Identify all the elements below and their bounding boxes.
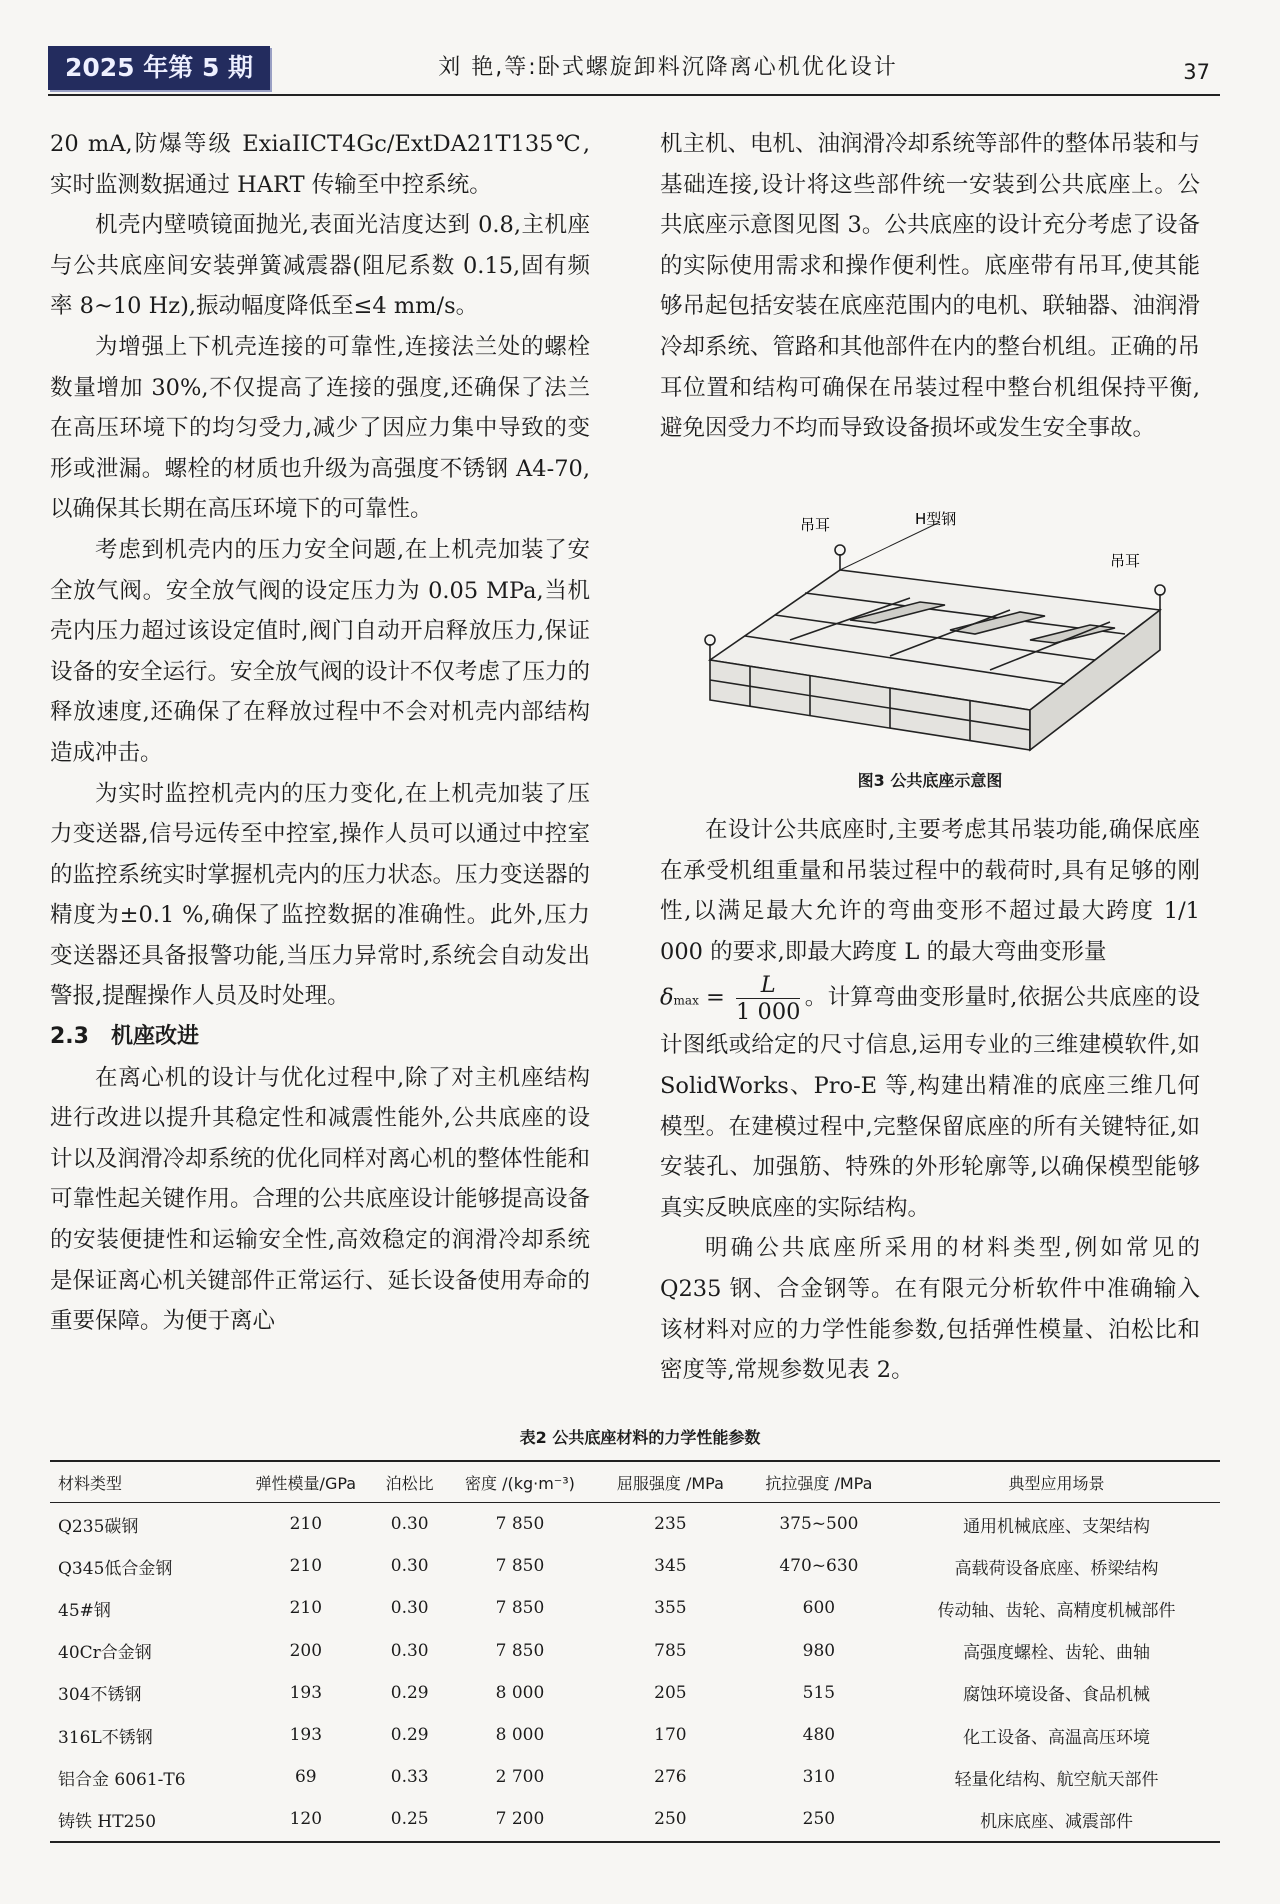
table-cell: 470~630 [779,1556,859,1577]
figure-caption: 图3 公共底座示意图 [857,771,1003,790]
table-cell: 276 [654,1767,687,1788]
table-cell: 480 [802,1725,836,1746]
section-title: 机座改进 [110,1024,199,1050]
column-header: 屈服强度 /MPa [616,1473,724,1493]
table-cell: 345 [654,1556,687,1577]
table-cell: 45#钢 [58,1600,111,1621]
table-cell: 7 850 [495,1640,545,1661]
table-cell: 193 [289,1725,323,1746]
table-cell: 7 200 [495,1809,545,1830]
section-number: 2.3 [50,1024,89,1050]
table-cell: 传动轴、齿轮、高精度机械部件 [937,1600,1176,1621]
lug-left-label: 吊耳 [800,516,831,534]
table-cell: 0.30 [390,1514,429,1535]
table-cell: 304不锈钢 [58,1685,142,1706]
table-cell: 200 [289,1640,323,1661]
paragraph: 机壳内壁喷镜面抛光,表面光洁度达到 0.8,主机座与公共底座间安装弹簧减震器(阻尼系数 0.15,固有频率 8~10 Hz),振动幅度降低至≤4 mm/s。 [50,212,590,320]
table-cell: 8 000 [495,1682,545,1703]
table-cell: 210 [289,1514,323,1535]
table-cell: 7 850 [495,1514,545,1535]
lug-right-label: 吊耳 [1110,552,1141,570]
page-number: 37 [1183,60,1210,84]
table-cell: 7 850 [495,1556,545,1577]
table-cell: 250 [802,1809,836,1830]
table-cell: 355 [654,1598,687,1619]
paragraph: 为增强上下机壳连接的可靠性,连接法兰处的螺栓数量增加 30%,不仅提高了连接的强度,还确保了法兰在高压环境下的均匀受力,减少了因应力集中导致的变形或泄漏。螺栓的材质也升级为高强度不锈钢 A4-70,以确保其长期在高压环境下的可靠性。 [50,333,590,523]
table-cell: 轻量化结构、航空航天部件 [954,1769,1159,1790]
table-cell: 通用机械底座、支架结构 [963,1516,1151,1537]
table-cell: 0.29 [390,1725,429,1746]
table-cell: 0.33 [390,1767,429,1788]
table-cell: 0.30 [390,1640,429,1661]
table-cell: 375~500 [779,1514,859,1535]
table-body [50,1503,1220,1842]
table-cell: 40Cr合金钢 [58,1643,152,1664]
table-row [50,1798,1220,1841]
section-heading [50,1017,590,1058]
table-cell: 7 850 [495,1598,545,1619]
formula: δmax = $\frac{L}{1 000}$ [660,972,801,1026]
formula-numerator: L [736,972,800,999]
table-caption: 表2 公共底座材料的力学性能参数 [519,1428,761,1447]
base-frame-figure [690,510,1180,770]
table-cell: 化工设备、高温高压环境 [963,1727,1151,1748]
paragraph: 在离心机的设计与优化过程中,除了对主机座结构进行改进以提升其稳定性和减震性能外,公共底座的设计以及润滑冷却系统的优化同样对离心机的整体性能和可靠性起关键作用。合理的公共底座设计能够提高设备的安装便捷性和运输安全性,高效稳定的润滑冷却系统是保证离心机关键部件正常运行、延长设备使用寿命的重要保障。为便于离心 [50,1064,591,1335]
table-cell: 2 700 [495,1767,545,1788]
table-cell: 铝合金 6061-T6 [58,1769,186,1790]
left-column [50,124,590,1342]
formula-symbol: δ [660,984,674,1011]
paragraph: 20 mA,防爆等级 ExiaIICT4Gc/ExtDA21T135℃,实时监测数据通过 HART 传输至中控系统。 [50,131,590,198]
table-cell: 785 [654,1640,687,1661]
column-header: 弹性模量/GPa [255,1473,357,1493]
table-header-row [50,1461,1220,1503]
table-cell: 高强度螺栓、齿轮、曲轴 [963,1643,1151,1664]
table-cell: 193 [289,1682,323,1703]
column-header: 泊松比 [385,1473,434,1493]
table-cell: 0.30 [390,1598,429,1619]
table-cell: 316L不锈钢 [58,1727,153,1748]
table-cell: 170 [654,1725,687,1746]
running-title: 刘 艳,等:卧式螺旋卸料沉降离心机优化设计 [438,55,898,80]
table-row [50,1545,1220,1587]
paragraph: 考虑到机壳内的压力安全问题,在上机壳加装了安全放气阀。安全放气阀的设定压力为 0.05 MPa,当机壳内压力超过该设定值时,阀门自动开启释放压力,保证设备的安全运行。安全放气阀的设计不仅考虑了压力的释放速度,还确保了在释放过程中不会对机壳内部结构造成冲击。 [50,536,591,766]
table-cell: 69 [294,1767,317,1788]
table-cell: 机床底座、减震部件 [980,1811,1134,1832]
table-cell: 0.30 [390,1556,429,1577]
table-cell: 205 [654,1682,687,1703]
table-row [50,1503,1220,1546]
table-cell: 980 [802,1640,836,1661]
table-cell: 210 [289,1598,323,1619]
issue-badge: 2025 年第 5 期 [48,46,270,90]
table-cell: 600 [802,1598,836,1619]
right-column [660,124,1200,449]
formula-fraction [736,972,800,1025]
table-cell: 0.25 [390,1809,429,1830]
table-row [50,1756,1220,1798]
table-cell: 515 [802,1682,836,1703]
right-column-lower [660,810,1200,1391]
table-cell: 高载荷设备底座、桥梁结构 [954,1558,1159,1579]
table-row [50,1630,1220,1672]
formula-denominator: 1 000 [736,999,801,1026]
table-row [50,1714,1220,1756]
table-cell: 210 [289,1556,323,1577]
table-row [50,1587,1220,1629]
table-cell: 腐蚀环境设备、食品机械 [963,1685,1151,1706]
paragraph: 为实时监控机壳内的压力变化,在上机壳加装了压力变送器,信号远传至中控室,操作人员可以通过中控室的监控系统实时掌握机壳内的压力状态。压力变送器的精度为±0.1 %,确保了监控数据的准确性。此外,压力变送器还具备报警功能,当压力异常时,系统会自动发出警报,提醒操作人员及时处理。 [50,780,591,1010]
column-header: 典型应用场景 [1008,1473,1105,1493]
column-header: 抗拉强度 /MPa [765,1473,873,1493]
formula-subscript: max [673,993,699,1008]
h-beam-label: H型钢 [915,510,957,528]
page-header [48,44,1220,100]
table-cell: 铸铁 HT250 [58,1811,157,1832]
paragraph: 在设计公共底座时,主要考虑其吊装功能,确保底座在承受机组重量和吊装过程中的载荷时,具有足够的刚性,以满足最大允许的弯曲变形不超过最大跨度 1/1 000 的要求,即最大跨度 L 的最大弯曲变形量 [660,817,1200,965]
formula-paragraph [660,972,1200,1228]
table-cell: Q345低合金钢 [58,1558,173,1579]
table-cell: 310 [802,1767,836,1788]
table-cell: 8 000 [495,1725,545,1746]
header-rule [48,94,1220,96]
paragraph: 机主机、电机、油润滑冷却系统等部件的整体吊装和与基础连接,设计将这些部件统一安装到公共底座上。公共底座示意图见图 3。公共底座的设计充分考虑了设备的实际使用需求和操作便利性。底座带有吊耳,使其能够吊起包括安装在底座范围内的电机、联轴器、油润滑冷却系统、管路和其他部件在内的整台机组。正确的吊耳位置和结构可确保在吊装过程中整台机组保持平衡,避免因受力不均而导致设备损坏或发生安全事故。 [660,131,1201,442]
table-row [50,1672,1220,1714]
table-cell: 250 [654,1809,687,1830]
material-properties-table [50,1460,1220,1843]
table-cell: Q235碳钢 [58,1516,139,1537]
paragraph-continuation: 。计算弯曲变形量时,依据公共底座的设计图纸或给定的尺寸信息,运用专业的三维建模软件,如 SolidWorks、Pro-E 等,构建出精准的底座三维几何模型。在建模过程中,完整保留底座的所有关键特征,如安装孔、加强筋、特殊的外形轮廓等,以确保模型能够真实反映底座的实际结构。 [660,984,1200,1221]
column-header: 材料类型 [58,1473,123,1493]
paragraph: 明确公共底座所采用的材料类型,例如常见的 Q235 钢、合金钢等。在有限元分析软件中准确输入该材料对应的力学性能参数,包括弹性模量、泊松比和密度等,常规参数见表 2。 [660,1235,1200,1384]
column-header: 密度 /(kg·m⁻³) [464,1473,575,1493]
table-cell: 235 [654,1514,687,1535]
table-cell: 120 [289,1809,323,1830]
table-cell: 0.29 [390,1682,429,1703]
